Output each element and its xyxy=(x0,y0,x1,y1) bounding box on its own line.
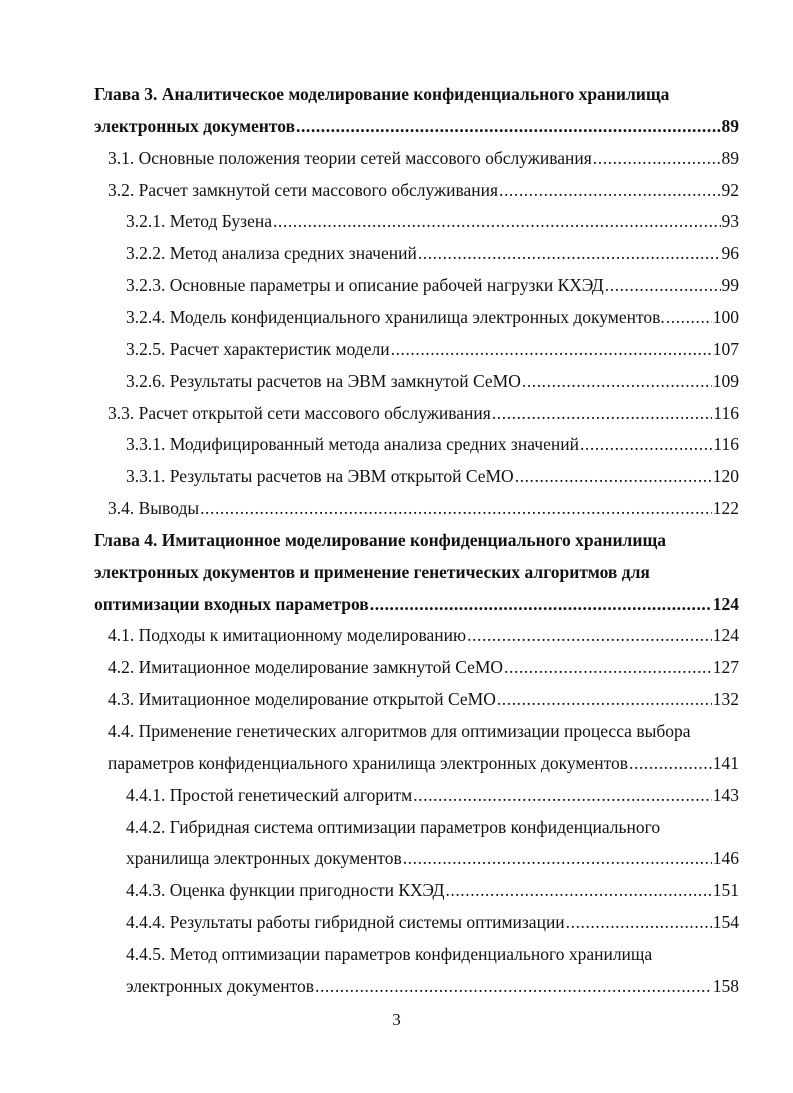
toc-page-number: 100 xyxy=(712,307,739,327)
toc-entry[interactable] xyxy=(94,78,669,110)
toc-entry-title: 3.2.6. Результаты расчетов на ЭВМ замкнутой СеМО xyxy=(126,371,521,391)
toc-page-number: 124 xyxy=(712,594,739,614)
toc-dot-leader xyxy=(497,683,712,715)
toc-entry-title: 3.3.1. Модифицированный метода анализа средних значений xyxy=(126,434,579,454)
toc-entry[interactable] xyxy=(108,683,739,715)
toc-entry[interactable] xyxy=(126,938,652,970)
toc-page-number: 158 xyxy=(712,976,739,996)
toc-entry-title: 3.2. Расчет замкнутой сети массового обслуживания xyxy=(108,180,499,200)
toc-entry[interactable] xyxy=(126,811,660,843)
toc-entry-title: 4.2. Имитационное моделирование замкнутой СеМО xyxy=(108,657,504,677)
toc-dot-leader xyxy=(413,779,712,811)
toc-entry-title: 4.4.1. Простой генетический алгоритм xyxy=(126,785,413,805)
toc-entry[interactable] xyxy=(126,333,739,365)
toc-entry[interactable] xyxy=(94,588,739,620)
toc-entry-title: 4.4.4. Результаты работы гибридной системы оптимизации xyxy=(126,912,565,932)
toc-dot-leader xyxy=(593,142,721,174)
toc-page-number: 93 xyxy=(721,211,739,231)
toc-dot-leader xyxy=(499,174,720,206)
toc-dot-leader xyxy=(315,970,712,1002)
toc-page-number: 109 xyxy=(712,371,739,391)
toc-dot-leader xyxy=(580,428,712,460)
toc-entry[interactable] xyxy=(126,428,739,460)
toc-page-number: 122 xyxy=(712,498,739,518)
page-number: 3 xyxy=(392,1010,401,1029)
toc-dot-leader xyxy=(666,301,712,333)
toc-entry[interactable] xyxy=(108,492,739,524)
toc-page-number: 146 xyxy=(712,848,739,868)
toc-page-number: 96 xyxy=(721,243,739,263)
toc-entry[interactable] xyxy=(126,365,739,397)
toc-entry-title: 3.2.1. Метод Бузена xyxy=(126,211,272,231)
toc-entry-title: 4.3. Имитационное моделирование открытой СеМО xyxy=(108,689,496,709)
toc-dot-leader xyxy=(504,651,712,683)
toc-entry-title: 4.1. Подходы к имитационному моделированию xyxy=(108,625,467,645)
toc-entry[interactable] xyxy=(108,397,739,429)
toc-entry-title: Глава 4. Имитационное моделирование конфиденциального хранилища xyxy=(94,530,666,550)
toc-entry[interactable] xyxy=(94,110,739,142)
toc-entry-title: 3.3. Расчет открытой сети массового обслуживания xyxy=(108,403,491,423)
toc-entry-title: электронных документов xyxy=(126,976,315,996)
toc-page-number: 132 xyxy=(712,689,739,709)
toc-dot-leader xyxy=(391,333,712,365)
toc-entry-title: электронных документов и применение генетических алгоритмов для xyxy=(94,562,650,582)
toc-entry[interactable] xyxy=(126,269,739,301)
toc-page-number: 99 xyxy=(721,275,739,295)
toc-page-number: 124 xyxy=(712,625,739,645)
toc-entry[interactable] xyxy=(126,906,739,938)
toc-page-number: 116 xyxy=(713,434,739,454)
toc-entry-title: электронных документов xyxy=(94,116,296,136)
toc-entry-title: 3.2.4. Модель конфиденциального хранилища электронных документов. xyxy=(126,307,665,327)
toc-dot-leader xyxy=(296,110,720,142)
toc-page-number: 143 xyxy=(712,785,739,805)
toc-entry[interactable] xyxy=(108,651,739,683)
toc-dot-leader xyxy=(445,874,711,906)
toc-entry-title: 3.2.5. Расчет характеристик модели xyxy=(126,339,390,359)
toc-entry[interactable] xyxy=(126,205,739,237)
toc-entry-title: 3.1. Основные положения теории сетей массового обслуживания xyxy=(108,148,592,168)
toc-entry[interactable] xyxy=(108,142,739,174)
toc-entry-title: 3.2.2. Метод анализа средних значений xyxy=(126,243,417,263)
toc-entry[interactable] xyxy=(108,715,691,747)
toc-entry[interactable] xyxy=(126,874,739,906)
toc-page-number: 107 xyxy=(712,339,739,359)
toc-entry-title: 3.3.1. Результаты расчетов на ЭВМ открытой СеМО xyxy=(126,466,514,486)
toc-entry[interactable] xyxy=(94,556,650,588)
toc-entry-title: 4.4.2. Гибридная система оптимизации параметров конфиденциального xyxy=(126,817,661,837)
toc-page-number: 89 xyxy=(721,116,739,136)
toc-dot-leader xyxy=(467,619,712,651)
toc-entry[interactable] xyxy=(126,842,739,874)
toc-entry-title: параметров конфиденциального хранилища электронных документов xyxy=(108,753,629,773)
toc-page-number: 154 xyxy=(712,912,739,932)
toc-entry-title: Глава 3. Аналитическое моделирование конфиденциального хранилища xyxy=(94,84,670,104)
toc-dot-leader xyxy=(605,269,721,301)
toc-dot-leader xyxy=(566,906,712,938)
toc-dot-leader xyxy=(273,205,721,237)
toc-entry-title: 3.2.3. Основные параметры и описание рабочей нагрузки КХЭД xyxy=(126,275,604,295)
toc-entry[interactable] xyxy=(108,747,739,779)
toc-dot-leader xyxy=(629,747,712,779)
toc-page-number: 116 xyxy=(713,403,739,423)
toc-entry[interactable] xyxy=(126,460,739,492)
toc-dot-leader xyxy=(403,842,712,874)
toc-dot-leader xyxy=(515,460,712,492)
toc-page-number: 127 xyxy=(712,657,739,677)
toc-page-number: 120 xyxy=(712,466,739,486)
toc-page-number: 92 xyxy=(721,180,739,200)
toc-entry[interactable] xyxy=(108,619,739,651)
toc-entry-title: 4.4.3. Оценка функции пригодности КХЭД xyxy=(126,880,445,900)
toc-page-number: 89 xyxy=(721,148,739,168)
toc-page-number: 141 xyxy=(712,753,739,773)
toc-entry[interactable] xyxy=(126,970,739,1002)
toc-entry-title: 3.4. Выводы xyxy=(108,498,200,518)
toc-entry-title: оптимизации входных параметров xyxy=(94,594,369,614)
toc-entry[interactable] xyxy=(126,237,739,269)
toc-dot-leader xyxy=(200,492,712,524)
toc-entry[interactable] xyxy=(108,174,739,206)
toc-entry[interactable] xyxy=(94,524,666,556)
toc-page-number: 151 xyxy=(712,880,739,900)
toc-entry-title: хранилища электронных документов xyxy=(126,848,402,868)
toc-entry-title: 4.4.5. Метод оптимизации параметров конфиденциального хранилища xyxy=(126,944,653,964)
toc-dot-leader xyxy=(522,365,712,397)
toc-dot-leader xyxy=(492,397,713,429)
toc-dot-leader xyxy=(370,588,712,620)
toc-dot-leader xyxy=(418,237,721,269)
toc-entry[interactable] xyxy=(126,779,739,811)
toc-entry-title: 4.4. Применение генетических алгоритмов для оптимизации процесса выбора xyxy=(108,721,691,741)
toc-entry[interactable] xyxy=(126,301,739,333)
